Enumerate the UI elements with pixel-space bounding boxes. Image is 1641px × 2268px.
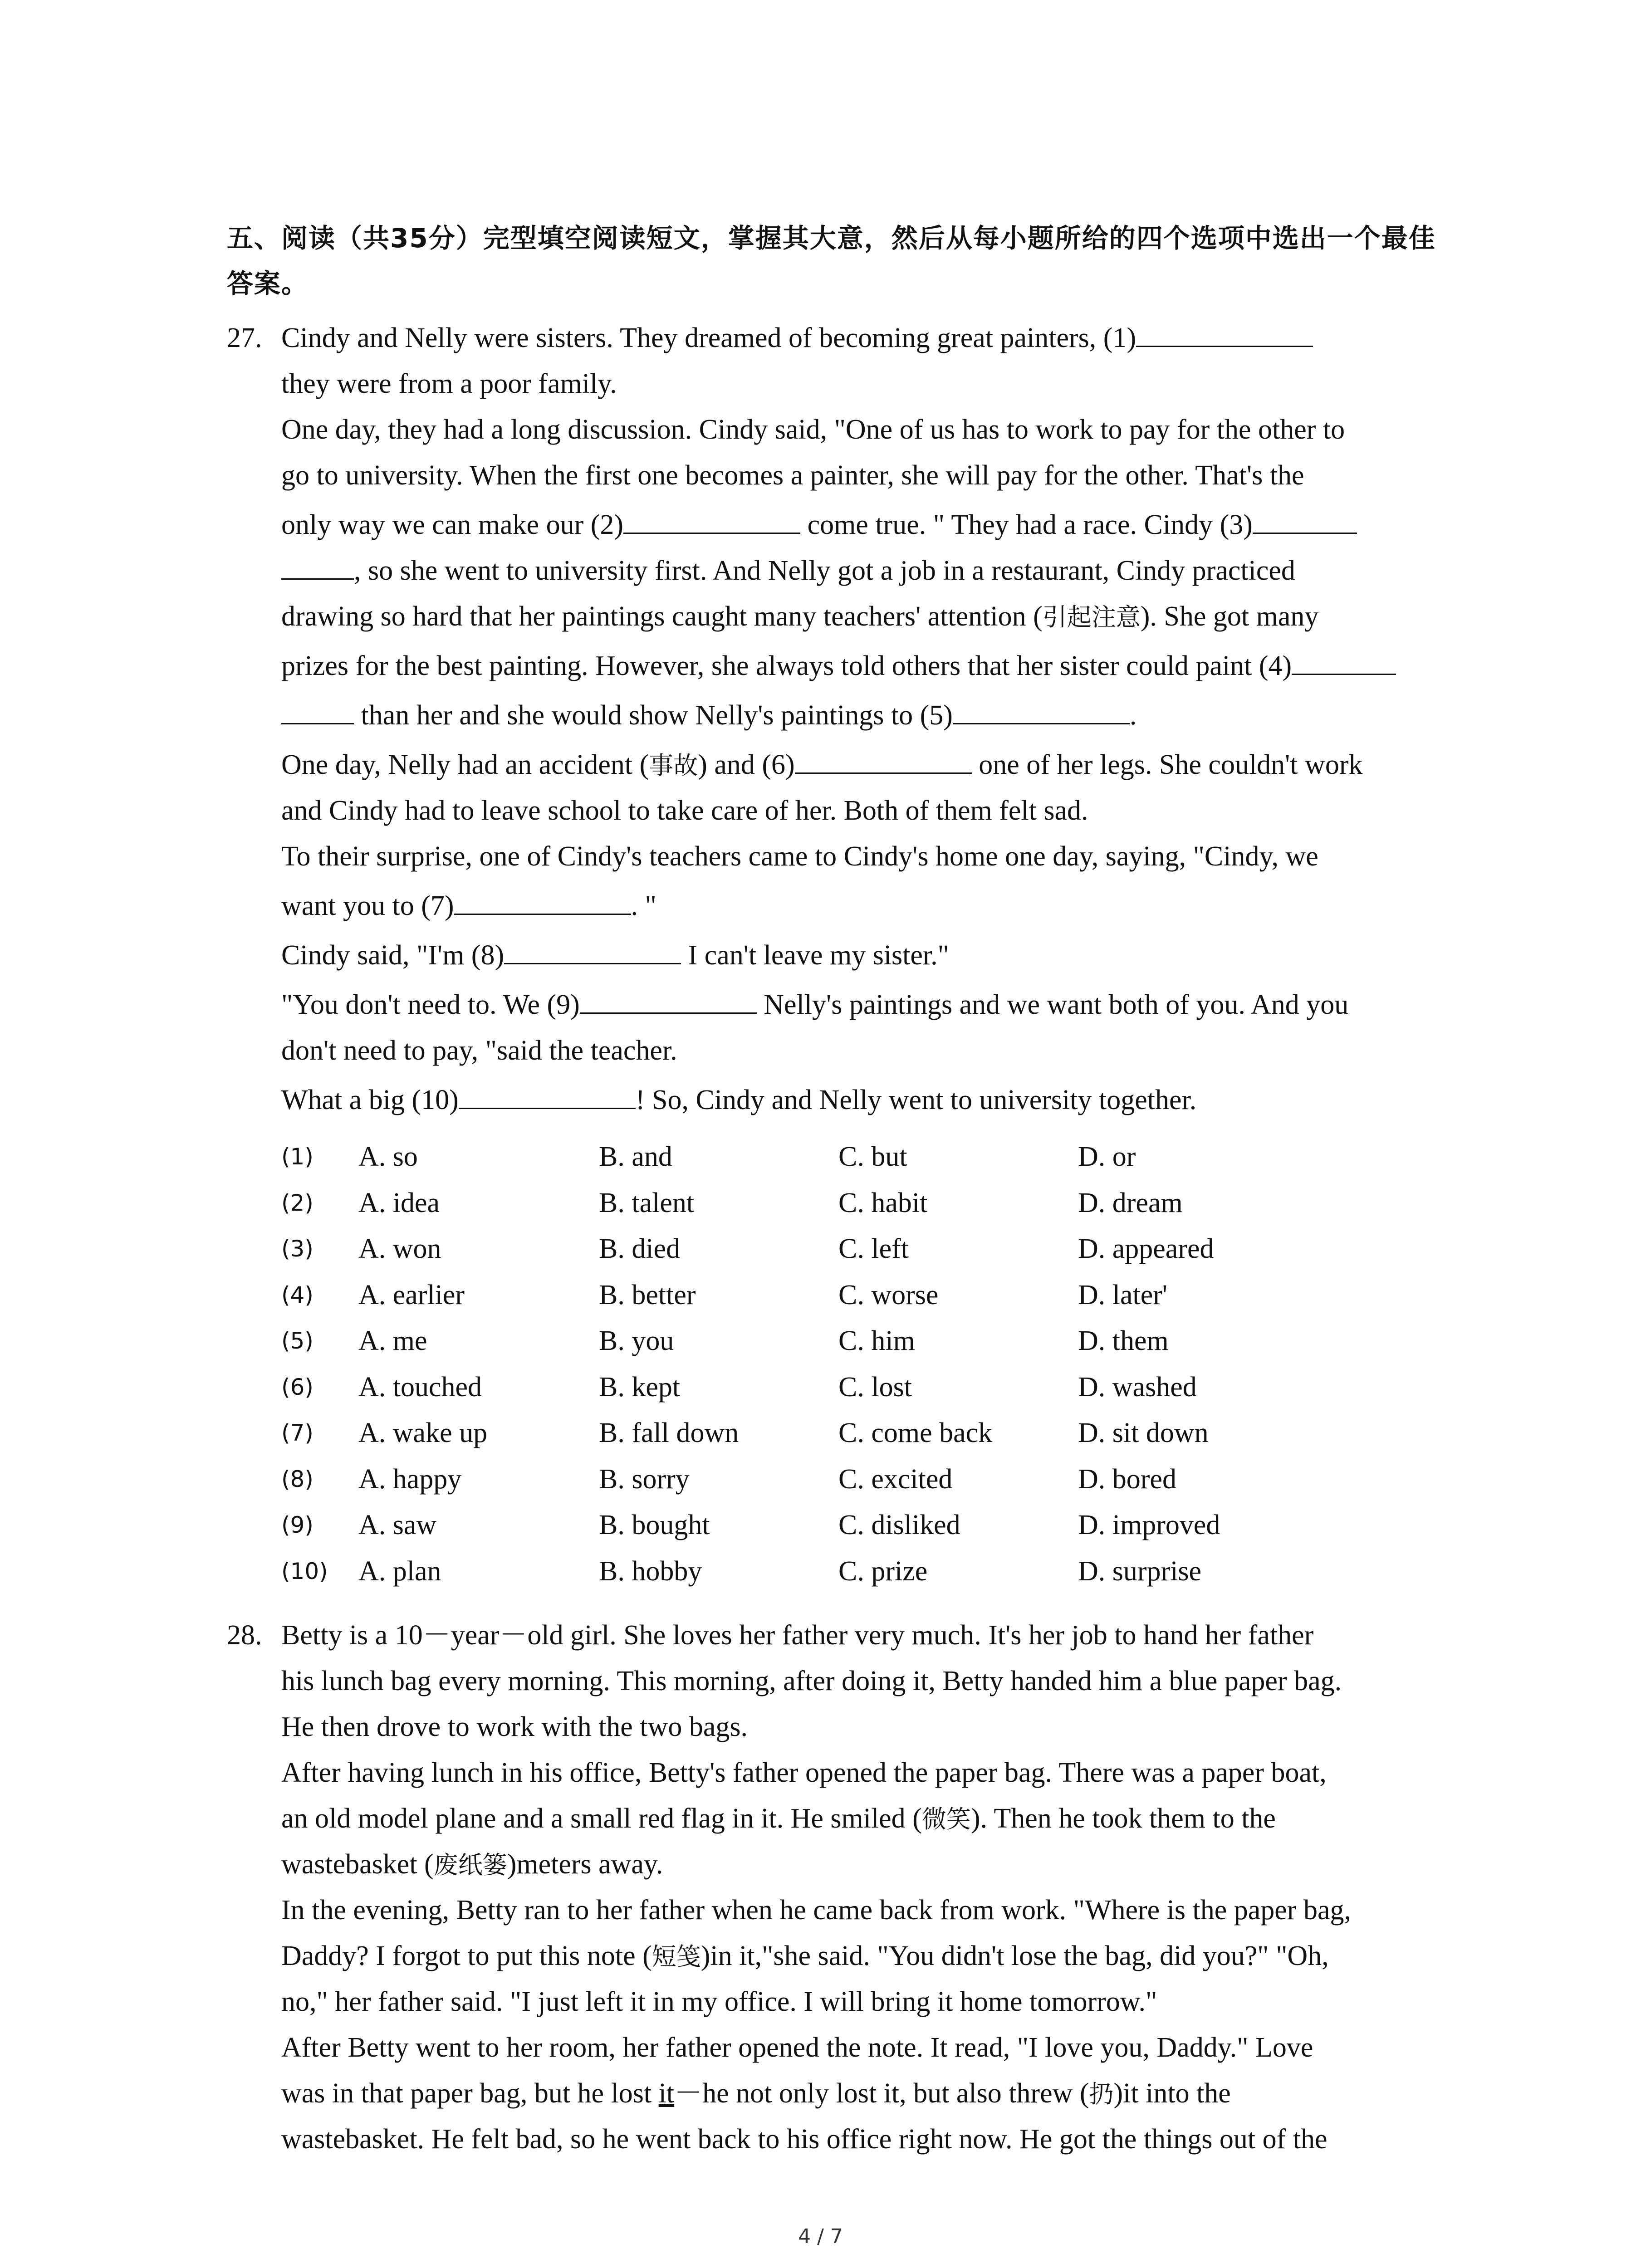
text: only way we can make our (2) — [281, 509, 624, 540]
option-b: B. better — [599, 1279, 696, 1310]
option-d: D. surprise — [1078, 1555, 1202, 1587]
text: no," her father said. "I just left it in my office. I will bring it home tomorrow." — [281, 1986, 1157, 2017]
text: )in it,"she said. "You didn't lose the bag, did you?" "Oh, — [700, 1941, 1329, 1971]
text: , so she went to university first. And Nelly got a job in a restaurant, Cindy practiced — [354, 555, 1295, 586]
passage-line — [281, 2025, 1506, 2071]
blank-2 — [623, 504, 800, 534]
option-c: C. disliked — [838, 1510, 960, 1540]
option-c: C. habit — [838, 1187, 928, 1218]
text: I can't leave my sister." — [681, 940, 949, 971]
question-27-passage — [281, 315, 1506, 1123]
passage-line — [281, 1796, 1506, 1842]
option-a: A. saw — [358, 1510, 437, 1540]
option-number: (1) — [281, 1144, 314, 1170]
passage-line — [281, 1842, 1506, 1887]
option-b: B. hobby — [599, 1555, 702, 1587]
option-b: B. fall down — [599, 1418, 739, 1448]
option-number: (5) — [281, 1328, 314, 1354]
text: drawing so hard that her paintings caught many teachers' attention ( — [281, 601, 1043, 632]
text: Cindy and Nelly were sisters. They dreamed of becoming great painters, (1) — [281, 323, 1136, 353]
question-28-passage — [281, 1613, 1506, 2162]
option-number: (10) — [281, 1558, 328, 1584]
option-number: (8) — [281, 1466, 314, 1492]
text: ! So, Cindy and Nelly went to university together. — [635, 1085, 1197, 1115]
option-c: C. lost — [838, 1371, 912, 1403]
option-b: B. died — [599, 1233, 681, 1264]
option-c: C. worse — [838, 1279, 939, 1310]
text: One day, Nelly had an accident ( — [281, 749, 649, 780]
text: Cindy said, "I'm (8) — [281, 940, 505, 971]
passage-line — [281, 2116, 1506, 2162]
blank-3-part2 — [281, 550, 354, 580]
question-number: 27. — [227, 323, 262, 353]
text: an old model plane and a small red flag in it. He smiled ( — [281, 1803, 922, 1834]
passage-line — [281, 643, 1506, 689]
option-a: A. me — [358, 1325, 427, 1356]
text: )it into the — [1113, 2078, 1231, 2109]
text: come true. " They had a race. Cindy (3) — [800, 509, 1253, 540]
option-a: A. won — [358, 1233, 441, 1264]
text: . — [1129, 700, 1137, 731]
option-b: B. talent — [599, 1187, 695, 1218]
text: wastebasket. He felt bad, so he went back to his office right now. He got the things out of the — [281, 2124, 1327, 2155]
passage-line — [281, 548, 1506, 594]
blank-3-part1 — [1253, 504, 1357, 534]
chinese-gloss: 短笺 — [652, 1942, 701, 1971]
option-d: D. them — [1078, 1325, 1169, 1356]
passage-line — [281, 883, 1506, 929]
option-d: D. appeared — [1078, 1233, 1214, 1264]
underlined-word: it — [658, 2078, 675, 2109]
option-a: A. earlier — [358, 1279, 465, 1310]
option-number: (9) — [281, 1512, 314, 1538]
option-b: B. bought — [599, 1510, 710, 1540]
text: was in that paper bag, but he lost — [281, 2078, 659, 2109]
option-d: D. improved — [1078, 1510, 1220, 1540]
passage-line — [281, 594, 1506, 640]
text: After having lunch in his office, Betty's father opened the paper bag. There was a paper boat, — [281, 1757, 1327, 1788]
option-a: A. happy — [358, 1463, 462, 1495]
text: )meters away. — [507, 1849, 663, 1880]
option-b: B. you — [599, 1325, 674, 1356]
option-b: B. kept — [599, 1371, 681, 1403]
option-number: (7) — [281, 1420, 314, 1446]
chinese-gloss: 事故 — [649, 751, 698, 780]
passage-line — [281, 693, 1506, 738]
option-c: C. left — [838, 1233, 909, 1264]
option-d: D. sit down — [1078, 1418, 1209, 1448]
option-a: A. so — [358, 1141, 418, 1172]
option-b: B. and — [599, 1141, 672, 1172]
passage-line — [281, 315, 1506, 361]
option-number: (2) — [281, 1189, 314, 1216]
text: －he not only lost it, but also threw ( — [674, 2078, 1089, 2109]
passage-line — [281, 1658, 1506, 1704]
text: want you to (7) — [281, 890, 454, 921]
option-d: D. later' — [1078, 1279, 1168, 1310]
chinese-gloss: 引起注意 — [1042, 603, 1141, 631]
option-d: D. dream — [1078, 1187, 1183, 1218]
option-a: A. idea — [358, 1187, 440, 1218]
option-d: D. or — [1078, 1141, 1136, 1172]
text: wastebasket ( — [281, 1849, 434, 1880]
passage-line — [281, 834, 1506, 880]
passage-line — [281, 361, 1506, 407]
option-a: A. wake up — [358, 1418, 488, 1448]
passage-line — [281, 1613, 1506, 1658]
blank-5 — [953, 695, 1130, 724]
text: ). She got many — [1140, 601, 1319, 632]
text: they were from a poor family. — [281, 368, 617, 399]
text: prizes for the best painting. However, she always told others that her sister could paint (4) — [281, 650, 1292, 681]
text: One day, they had a long discussion. Cindy said, "One of us has to work to pay for the other to — [281, 414, 1345, 445]
blank-7 — [454, 885, 631, 915]
blank-10 — [459, 1080, 636, 1109]
text: than her and she would show Nelly's paintings to (5) — [354, 700, 953, 731]
option-c: C. prize — [838, 1555, 928, 1587]
passage-line — [281, 453, 1506, 499]
option-c: C. but — [838, 1141, 907, 1172]
passage-line — [281, 1979, 1506, 2025]
passage-line — [281, 788, 1506, 834]
text: Daddy? I forgot to put this note ( — [281, 1941, 652, 1971]
page-number: 4 / 7 — [798, 2225, 843, 2248]
passage-line — [281, 1887, 1506, 1933]
option-number: (6) — [281, 1374, 314, 1400]
passage-line — [281, 2071, 1506, 2116]
passage-line — [281, 982, 1506, 1028]
passage-line — [281, 502, 1506, 548]
passage-line — [281, 407, 1506, 453]
option-c: C. him — [838, 1325, 915, 1356]
text: one of her legs. She couldn't work — [971, 749, 1363, 780]
text: "You don't need to. We (9) — [281, 989, 580, 1020]
text: ). Then he took them to the — [970, 1803, 1276, 1834]
text: After Betty went to her room, her father opened the note. It read, "I love you, Daddy." Love — [281, 2032, 1313, 2063]
question-number: 28. — [227, 1620, 262, 1651]
option-a: A. touched — [358, 1371, 482, 1403]
blank-6 — [795, 744, 972, 774]
text: He then drove to work with the two bags. — [281, 1711, 748, 1742]
chinese-gloss: 废纸篓 — [433, 1851, 507, 1879]
question-28 — [227, 1613, 1506, 2162]
text: What a big (10) — [281, 1085, 459, 1115]
text: . " — [631, 890, 656, 921]
text: and Cindy had to leave school to take care of her. Both of them felt sad. — [281, 795, 1088, 826]
text: ) and (6) — [698, 749, 795, 780]
passage-line — [281, 742, 1506, 788]
section-title: 五、阅读（共35分）完型填空阅读短文，掌握其大意，然后从每小题所给的四个选项中选出一个最佳答案。 — [227, 223, 1436, 299]
text: don't need to pay, "said the teacher. — [281, 1035, 677, 1066]
passage-line — [281, 1704, 1506, 1750]
option-number: (4) — [281, 1281, 314, 1308]
chinese-gloss: 扔 — [1089, 2080, 1114, 2108]
blank-8 — [504, 935, 681, 964]
text: In the evening, Betty ran to her father when he came back from work. "Where is the paper bag, — [281, 1895, 1351, 1926]
option-c: C. come back — [838, 1418, 993, 1448]
passage-line — [281, 1077, 1506, 1123]
passage-line — [281, 1933, 1506, 1979]
passage-line — [281, 1750, 1506, 1796]
text: go to university. When the first one becomes a painter, she will pay for the other. That's the — [281, 460, 1304, 491]
blank-9 — [580, 984, 757, 1014]
text: Nelly's paintings and we want both of you. And you — [756, 989, 1349, 1020]
option-d: D. washed — [1078, 1371, 1197, 1403]
option-a: A. plan — [358, 1555, 441, 1587]
blank-4-part2 — [281, 695, 354, 724]
text: his lunch bag every morning. This morning, after doing it, Betty handed him a blue paper bag. — [281, 1666, 1342, 1696]
text: To their surprise, one of Cindy's teachers came to Cindy's home one day, saying, "Cindy, we — [281, 841, 1318, 872]
blank-1 — [1136, 318, 1313, 347]
option-d: D. bored — [1078, 1463, 1176, 1495]
text: Betty is a 10－year－old girl. She loves her father very much. It's her job to hand her father — [281, 1620, 1314, 1651]
option-c: C. excited — [838, 1463, 953, 1495]
passage-line — [281, 933, 1506, 978]
chinese-gloss: 微笑 — [921, 1805, 971, 1833]
option-b: B. sorry — [599, 1463, 690, 1495]
blank-4-part1 — [1292, 645, 1396, 675]
question-27 — [227, 315, 1506, 1123]
passage-line — [281, 1028, 1506, 1074]
option-number: (3) — [281, 1236, 314, 1262]
